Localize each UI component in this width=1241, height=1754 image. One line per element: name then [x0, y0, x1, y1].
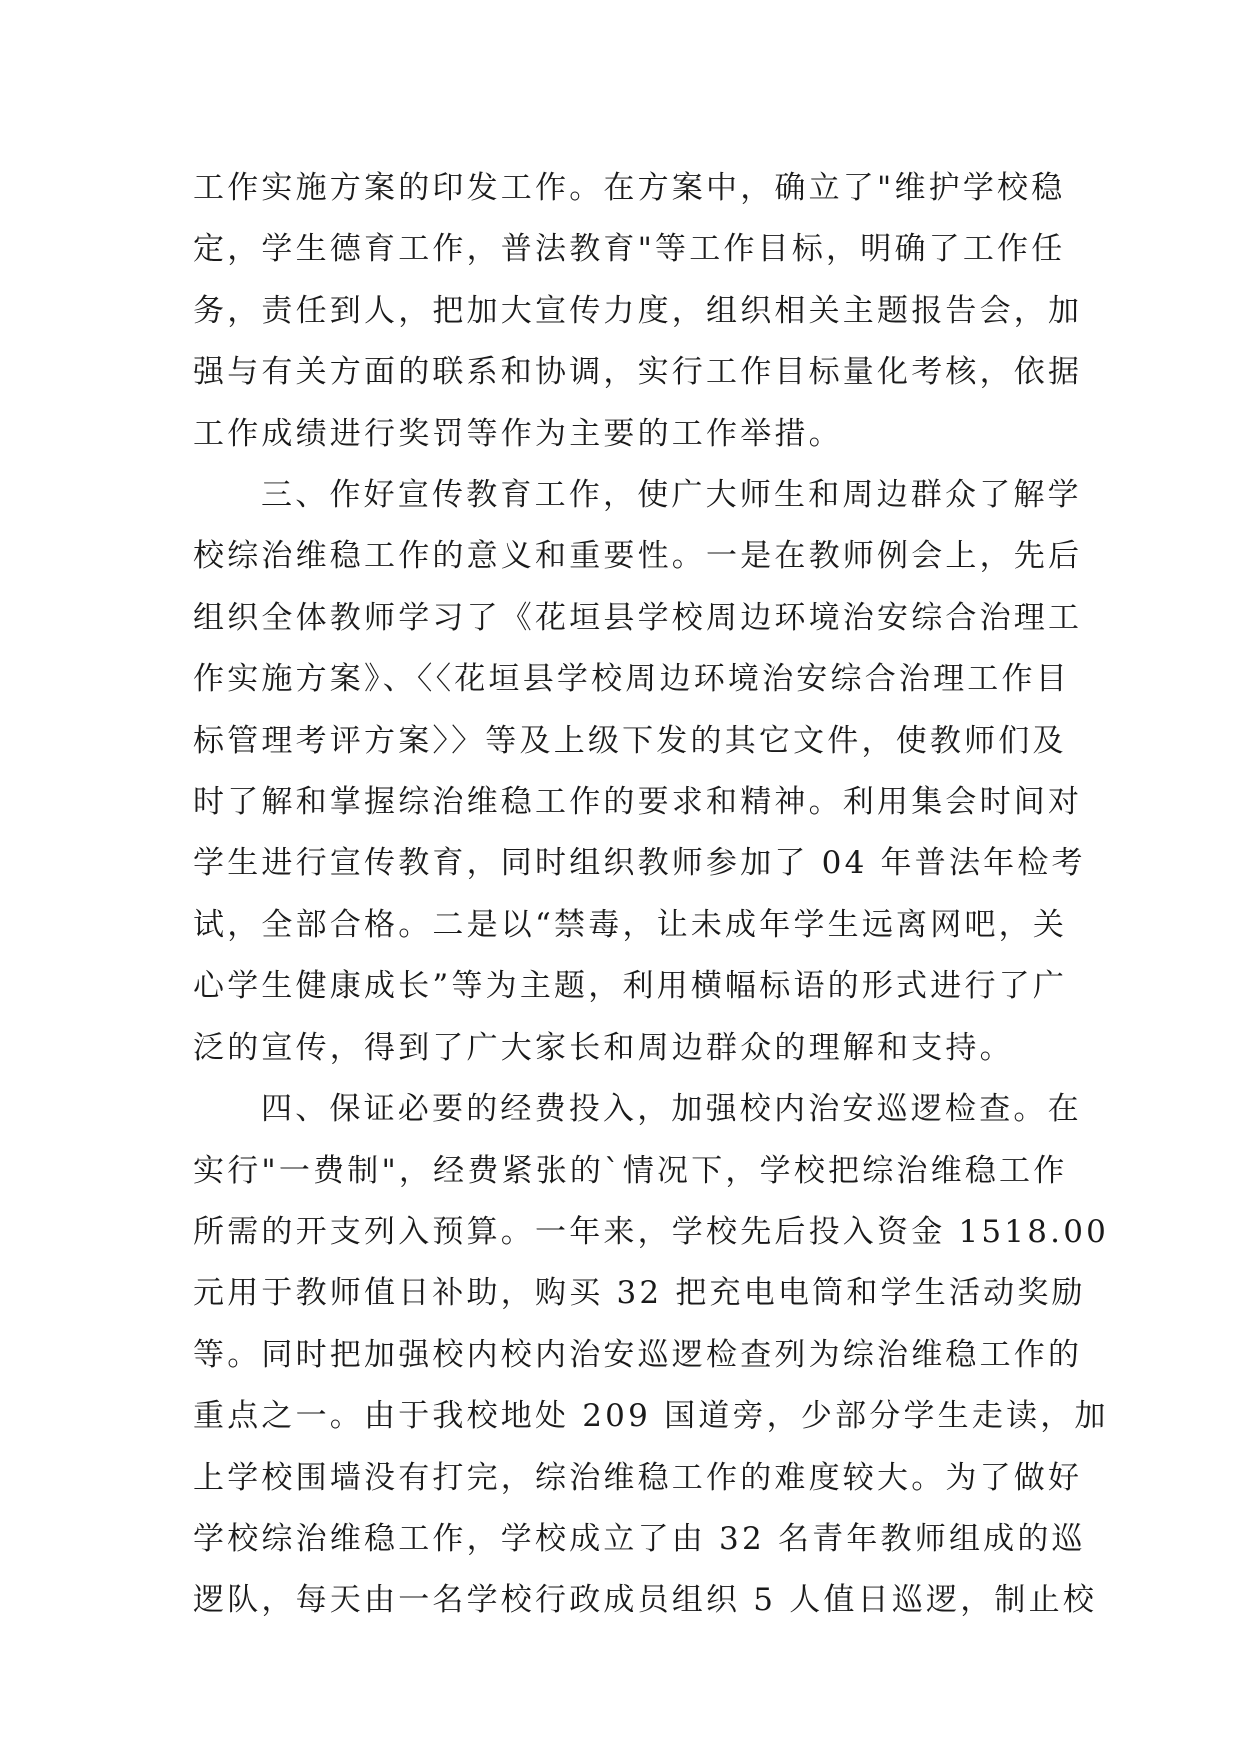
text-line: 强与有关方面的联系和协调，实行工作目标量化考核，依据 — [193, 354, 1083, 391]
text-line: 上学校围墙没有打完，综治维稳工作的难度较大。为了做好 — [193, 1459, 1083, 1496]
text-line: 试，全部合格。二是以“禁毒，让未成年学生远离网吧，关 — [193, 906, 1068, 943]
text-line: 务，责任到人，把加大宣传力度，组织相关主题报告会，加 — [193, 292, 1083, 329]
text-line: 工作成绩进行奖罚等作为主要的工作举措。 — [193, 415, 843, 452]
text-line: 泛的宣传，得到了广大家长和周边群众的理解和支持。 — [193, 1029, 1014, 1066]
text-line: 四、保证必要的经费投入，加强校内治安巡逻检查。在 — [261, 1091, 1082, 1128]
text-line: 元用于教师值日补助，购买 32 把充电电筒和学生活动奖励 — [193, 1275, 1086, 1312]
text-line: 重点之一。由于我校地处 209 国道旁，少部分学生走读，加 — [193, 1398, 1109, 1435]
text-line: 学生进行宣传教育，同时组织教师参加了 04 年普法年检考 — [193, 845, 1086, 882]
text-line: 逻队，每天由一名学校行政成员组织 5 人值日巡逻，制止校 — [193, 1582, 1098, 1619]
text-line: 组织全体教师学习了《花垣县学校周边环境治安综合治理工 — [193, 599, 1083, 636]
text-line: 等。同时把加强校内校内治安巡逻检查列为综治维稳工作的 — [193, 1336, 1083, 1373]
text-line: 三、作好宣传教育工作，使广大师生和周边群众了解学 — [261, 477, 1082, 514]
text-line: 所需的开支列入预算。一年来，学校先后投入资金 1518.00 — [193, 1213, 1110, 1250]
text-line: 学校综治维稳工作，学校成立了由 32 名青年教师组成的巡 — [193, 1520, 1086, 1557]
text-line: 标管理考评方案〉〉等及上级下发的其它文件，使教师们及 — [193, 722, 1067, 759]
text-line: 实行"一费制"，经费紧张的`情况下，学校把综治维稳工作 — [193, 1152, 1068, 1189]
text-line: 作实施方案》、〈〈花垣县学校周边环境治安综合治理工作目 — [193, 661, 1070, 698]
paragraph-3 — [193, 1079, 1110, 1632]
text-line: 定，学生德育工作，普法教育"等工作目标，明确了工作任 — [193, 231, 1066, 268]
document-body — [193, 158, 1110, 1632]
paragraph-1 — [193, 158, 1083, 465]
paragraph-2 — [193, 465, 1086, 1079]
text-line: 工作实施方案的印发工作。在方案中，确立了"维护学校稳 — [193, 170, 1066, 206]
text-line: 校综治维稳工作的意义和重要性。一是在教师例会上，先后 — [193, 538, 1083, 575]
text-line: 心学生健康成长”等为主题，利用横幅标语的形式进行了广 — [193, 968, 1068, 1005]
text-line: 时了解和掌握综治维稳工作的要求和精神。利用集会时间对 — [193, 784, 1083, 821]
